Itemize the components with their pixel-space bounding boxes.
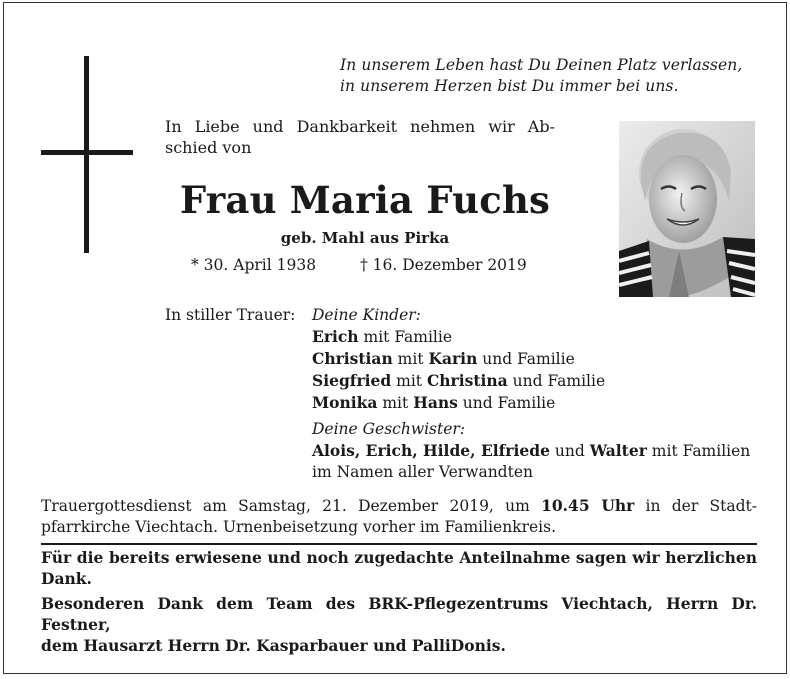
sibling-name: Walter <box>589 441 647 460</box>
child-name: Christian <box>312 349 393 368</box>
siblings-row <box>312 440 762 462</box>
motto-line-1: In unserem Leben hast Du Deinen Platz verlassen, <box>340 56 743 74</box>
siblings-text: und <box>549 442 590 460</box>
born-name: geb. Mahl aus Pirka <box>280 229 450 247</box>
portrait-image <box>619 121 755 297</box>
intro-line-1: In Liebe und Dankbarkeit nehmen wir Ab- <box>165 117 555 136</box>
service-time: 10.45 Uhr <box>541 496 635 515</box>
special-thanks <box>41 593 757 656</box>
cross-icon-bar <box>41 150 133 155</box>
child-row <box>312 348 762 370</box>
motto <box>340 55 760 97</box>
partner-name: Hans <box>413 393 458 412</box>
intro-text <box>165 116 555 158</box>
child-row <box>312 370 762 392</box>
deceased-name: Frau Maria Fuchs <box>179 178 551 222</box>
child-row <box>312 326 762 348</box>
child-name: Erich <box>312 327 359 346</box>
relatives-row: im Namen aller Verwandten <box>312 463 533 481</box>
child-text: und Familie <box>507 372 606 390</box>
child-text: mit <box>391 372 427 390</box>
motto-line-2: in unserem Herzen bist Du immer bei uns. <box>340 77 679 95</box>
siblings-heading: Deine Geschwister: <box>312 420 466 438</box>
birth-date: * 30. April 1938 <box>191 256 317 274</box>
divider <box>41 543 757 545</box>
service-text: Trauergottesdienst am Samstag, 21. Dezember 2019, um <box>41 497 542 515</box>
child-name: Siegfried <box>312 371 392 390</box>
partner-name: Karin <box>428 349 478 368</box>
siblings-text: mit Familien <box>646 442 751 460</box>
portrait-photo <box>619 121 755 297</box>
special-thanks-line-1: Besonderen Dank dem Team des BRK-Pflegezentrums Viechtach, Herrn Dr. Festner, <box>41 594 757 634</box>
thanks-line-2: Dank. <box>41 569 92 588</box>
mourners-list <box>312 305 762 483</box>
thanks-text <box>41 547 757 589</box>
service-line-2: pfarrkirche Viechtach. Urnenbeisetzung vorher im Familienkreis. <box>41 518 556 536</box>
intro-line-2: schied von <box>165 138 252 157</box>
child-text: und Familie <box>457 394 556 412</box>
child-text: mit Familie <box>358 328 453 346</box>
thanks-line-1: Für die bereits erwiesene und noch zugedachte Anteilnahme sagen wir herzlichen <box>41 548 757 567</box>
children-heading: Deine Kinder: <box>312 306 421 324</box>
service-text: in der Stadt- <box>634 497 758 515</box>
service-line-1 <box>41 495 757 517</box>
child-text: mit <box>392 350 429 368</box>
obituary-notice <box>3 2 787 674</box>
death-date: † 16. Dezember 2019 <box>360 256 527 274</box>
partner-name: Christina <box>426 371 508 390</box>
child-text: mit <box>377 394 414 412</box>
child-row <box>312 392 762 414</box>
child-text: und Familie <box>477 350 575 368</box>
service-info <box>41 495 757 538</box>
siblings-names: Alois, Erich, Hilde, Elfriede <box>312 441 550 460</box>
child-name: Monika <box>312 393 378 412</box>
mourning-label: In stiller Trauer: <box>165 306 296 324</box>
special-thanks-line-2: dem Hausarzt Herrn Dr. Kasparbauer und PalliDonis. <box>41 636 506 655</box>
